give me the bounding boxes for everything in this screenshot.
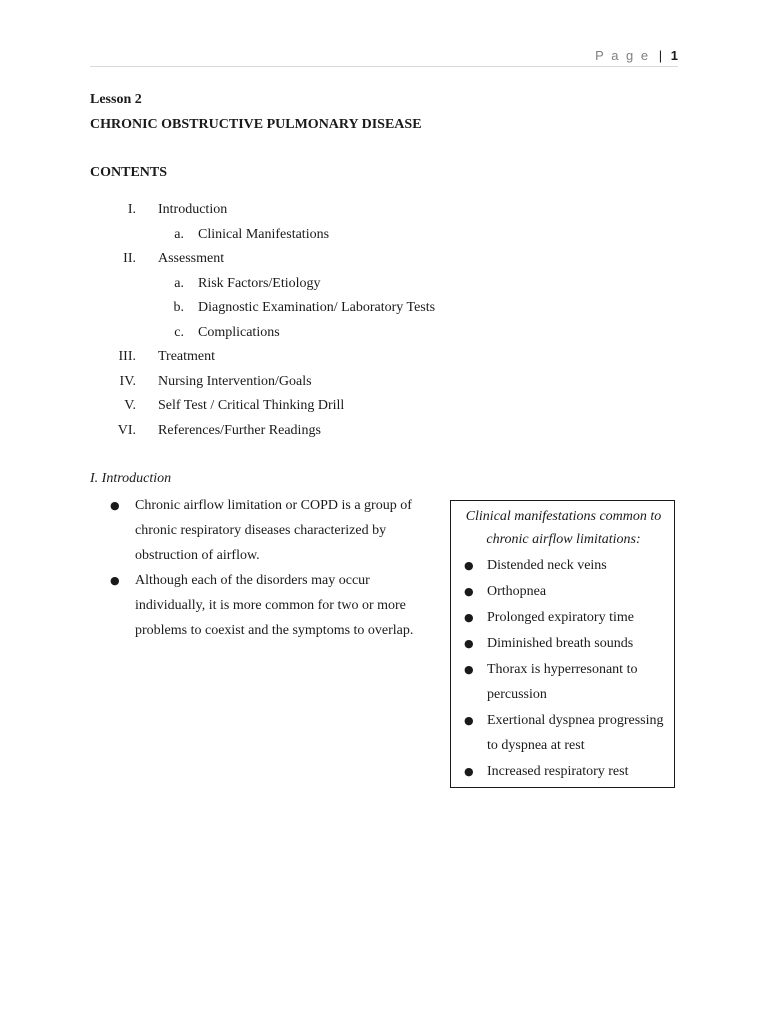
- toc-text: Clinical Manifestations: [198, 227, 330, 242]
- bullet-icon: ●: [464, 765, 474, 778]
- toc-item-treatment: [0, 349, 768, 369]
- list-item-text: Prolonged expiratory time: [487, 610, 634, 625]
- list-item: [464, 708, 669, 758]
- toc-marker: IV.: [119, 374, 136, 389]
- page-separator: |: [658, 48, 663, 63]
- bullet-icon: ●: [464, 714, 474, 727]
- toc-subitem-diagnostic-examination: [0, 300, 768, 320]
- bullet-icon: ●: [464, 663, 474, 676]
- toc-marker: a.: [174, 276, 184, 291]
- introduction-bullet-list: [110, 493, 420, 643]
- toc-marker: VI.: [117, 423, 136, 438]
- toc-item-references: [0, 423, 768, 443]
- toc-text: Complications: [198, 325, 280, 340]
- toc-text: Treatment: [158, 349, 216, 364]
- list-item-text: Exertional dyspnea progressing to dyspnea at rest: [487, 713, 664, 753]
- list-item: [464, 553, 669, 578]
- toc-subitem-complications: [0, 325, 768, 345]
- list-item-text: Orthopnea: [487, 584, 547, 599]
- list-item-text: Although each of the disorders may occur individually, it is more common for two or more problems to coexist and the symptoms to overlap.: [135, 573, 414, 638]
- list-item: [464, 759, 669, 784]
- toc-text: Introduction: [158, 202, 228, 217]
- list-item: [464, 657, 669, 707]
- toc-marker: I.: [127, 202, 136, 217]
- list-item: [110, 568, 420, 643]
- page-number-label: [595, 48, 678, 63]
- list-item: [464, 631, 669, 656]
- toc-subitem-risk-factors: [0, 276, 768, 296]
- list-item: [464, 579, 669, 604]
- toc-marker: III.: [118, 349, 136, 364]
- callout-list: [464, 553, 669, 785]
- toc-text: Risk Factors/Etiology: [198, 276, 321, 291]
- bullet-icon: ●: [110, 499, 120, 512]
- toc-marker: V.: [124, 398, 136, 413]
- list-item-text: Distended neck veins: [487, 558, 607, 573]
- callout-title: Clinical manifestations common to chronic airflow limitations:: [465, 509, 662, 547]
- toc-marker: c.: [174, 325, 184, 340]
- toc-marker: II.: [123, 251, 136, 266]
- list-item-text: Diminished breath sounds: [487, 636, 634, 651]
- toc-item-assessment: [0, 251, 768, 271]
- list-item-text: Chronic airflow limitation or COPD is a group of chronic respiratory diseases characterized by obstruction of airflow.: [135, 498, 412, 563]
- bullet-icon: ●: [464, 585, 474, 598]
- list-item-text: Increased respiratory rest: [487, 764, 629, 779]
- toc-text: Nursing Intervention/Goals: [158, 374, 312, 389]
- toc-item-nursing-intervention: [0, 374, 768, 394]
- toc-item-introduction: [0, 202, 768, 222]
- page-label: P a g e: [595, 48, 651, 63]
- clinical-manifestations-callout-box: [450, 500, 675, 788]
- contents-heading: CONTENTS: [90, 165, 168, 180]
- toc-text: Self Test / Critical Thinking Drill: [158, 398, 345, 413]
- toc-text: Assessment: [158, 251, 225, 266]
- section-heading-introduction: I. Introduction: [90, 471, 172, 486]
- toc-marker: b.: [173, 300, 184, 315]
- page-header: [90, 44, 678, 67]
- bullet-icon: ●: [464, 637, 474, 650]
- bullet-icon: ●: [110, 574, 120, 587]
- page-number: 1: [670, 48, 678, 63]
- bullet-icon: ●: [464, 611, 474, 624]
- toc-text: Diagnostic Examination/ Laboratory Tests: [198, 300, 436, 315]
- document-title: CHRONIC OBSTRUCTIVE PULMONARY DISEASE: [90, 117, 422, 132]
- list-item-text: Thorax is hyperresonant to percussion: [487, 662, 638, 702]
- toc-subitem-clinical-manifestations: [0, 227, 768, 247]
- lesson-label: Lesson 2: [90, 92, 142, 107]
- list-item: [110, 493, 420, 568]
- toc-marker: a.: [174, 227, 184, 242]
- toc-item-self-test: [0, 398, 768, 418]
- bullet-icon: ●: [464, 559, 474, 572]
- list-item: [464, 605, 669, 630]
- toc-text: References/Further Readings: [158, 423, 321, 438]
